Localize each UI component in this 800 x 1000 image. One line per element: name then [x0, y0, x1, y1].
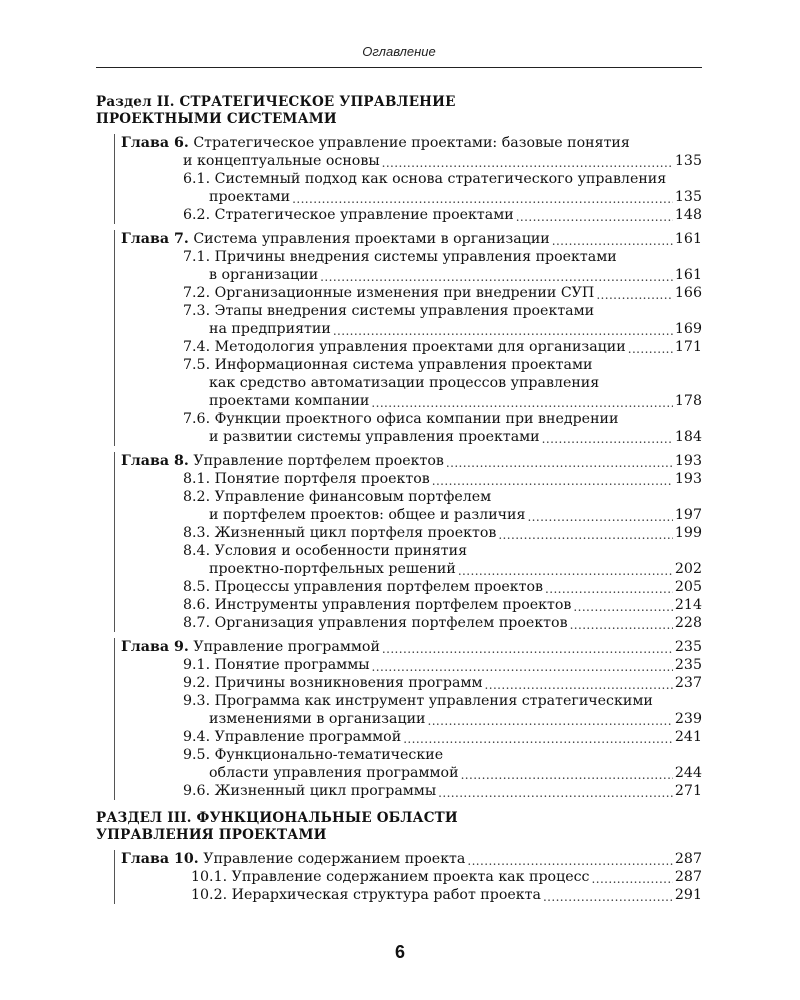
chapter-title: Управление портфелем проектов	[193, 453, 444, 469]
page-ref: 161	[674, 231, 702, 247]
subsection-number: 9.2.	[183, 675, 211, 691]
dot-leader	[372, 660, 673, 674]
dot-leader	[382, 156, 673, 170]
dot-leader	[573, 600, 673, 614]
dot-leader	[371, 396, 673, 410]
header-rule	[96, 67, 702, 68]
dot-leader	[485, 678, 673, 692]
subsection-number: 10.2.	[191, 887, 228, 903]
subsection-number: 8.3.	[183, 525, 211, 541]
subsection-title: Жизненный цикл программы	[214, 783, 437, 799]
section-title	[96, 94, 702, 128]
dot-leader	[570, 618, 673, 632]
chapter-label: Глава 6.	[121, 135, 189, 151]
page-ref: 214	[674, 597, 702, 613]
dot-leader	[320, 270, 673, 284]
subsection-entry[interactable]	[121, 728, 702, 746]
subsection-title: Этапы внедрения системы управления проектами	[214, 303, 595, 319]
subsection-entry[interactable]	[121, 782, 702, 800]
dot-leader	[628, 342, 673, 356]
dot-leader	[428, 714, 673, 728]
subsection-title: и развитии системы управления проектами	[209, 429, 540, 445]
subsection-entry[interactable]	[121, 692, 702, 728]
dot-leader	[333, 324, 673, 338]
subsection-title: Инструменты управления портфелем проектов	[214, 597, 572, 613]
dot-leader	[438, 786, 673, 800]
subsection-entry[interactable]	[121, 578, 702, 596]
page-ref: 171	[674, 339, 702, 355]
page-ref: 235	[674, 657, 702, 673]
subsection-number: 7.4.	[183, 339, 211, 355]
page-ref: 271	[674, 783, 702, 799]
subsection-entry[interactable]	[121, 284, 702, 302]
running-header: Оглавление	[362, 44, 436, 59]
subsection-title: проектно-портфельных решений	[209, 561, 456, 577]
subsection-number: 7.5.	[183, 357, 211, 373]
subsection-entry[interactable]	[121, 206, 702, 224]
subsection-title: Информационная система управления проектами	[214, 357, 593, 373]
chapter-block	[114, 850, 702, 904]
dot-leader	[467, 854, 673, 868]
subsection-title: Системный подход как основа стратегического управления	[214, 171, 667, 187]
chapter-entry[interactable]	[121, 850, 702, 868]
subsection-entry[interactable]	[121, 356, 702, 410]
subsection-entry[interactable]	[121, 656, 702, 674]
subsection-number: 8.2.	[183, 489, 211, 505]
subsection-entry[interactable]	[121, 470, 702, 488]
subsection-title: проектами	[209, 189, 291, 205]
subsection-number: 8.6.	[183, 597, 211, 613]
subsection-entry[interactable]	[121, 302, 702, 338]
subsection-title: Управление программой	[214, 729, 402, 745]
subsection-title: Стратегическое управление проектами	[214, 207, 514, 223]
chapter-block	[114, 452, 702, 632]
page-ref: 291	[674, 887, 702, 903]
chapter-title: Управление содержанием проекта	[203, 851, 466, 867]
section-title-line: Раздел II. СТРАТЕГИЧЕСКОЕ УПРАВЛЕНИЕ	[96, 94, 456, 110]
page-ref: 148	[674, 207, 702, 223]
page-ref: 169	[674, 321, 702, 337]
chapter-entry[interactable]	[121, 638, 702, 656]
subsection-title: и портфелем проектов: общее и различия	[209, 507, 526, 523]
subsection-title: Понятие программы	[214, 657, 370, 673]
subsection-title: Причины внедрения системы управления проектами	[214, 249, 617, 265]
subsection-entry[interactable]	[121, 488, 702, 524]
subsection-number: 9.3.	[183, 693, 211, 709]
subsection-number: 7.6.	[183, 411, 211, 427]
page-ref: 202	[674, 561, 702, 577]
chapter-block	[114, 638, 702, 800]
subsection-title: Иерархическая структура работ проекта	[231, 887, 541, 903]
section-title	[96, 810, 702, 844]
chapter-title: Управление программой	[193, 639, 380, 655]
subsection-title: проектами компании	[209, 393, 370, 409]
subsection-entry[interactable]	[121, 170, 702, 206]
subsection-entry[interactable]	[121, 886, 702, 904]
subsection-title: Условия и особенности принятия	[214, 543, 468, 559]
subsection-title: Управление финансовым портфелем	[214, 489, 492, 505]
dot-leader	[382, 642, 673, 656]
page-ref: 244	[674, 765, 702, 781]
dot-leader	[432, 474, 673, 488]
page-ref: 193	[674, 471, 702, 487]
subsection-title: Функции проектного офиса компании при внедрении	[214, 411, 619, 427]
subsection-entry[interactable]	[121, 614, 702, 632]
page-ref: 237	[674, 675, 702, 691]
subsection-number: 9.6.	[183, 783, 211, 799]
page-ref: 235	[674, 639, 702, 655]
dot-leader	[542, 432, 673, 446]
subsection-entry[interactable]	[121, 410, 702, 446]
chapter-block	[114, 230, 702, 446]
page-ref: 205	[674, 579, 702, 595]
chapter-label: Глава 8.	[121, 453, 189, 469]
table-of-contents	[96, 94, 702, 904]
subsection-title: Управление содержанием проекта как процесс	[231, 869, 590, 885]
subsection-title: Организационные изменения при внедрении СУП	[214, 285, 595, 301]
page-ref: 193	[674, 453, 702, 469]
subsection-number: 7.1.	[183, 249, 211, 265]
section-title-line: ПРОЕКТНЫМИ СИСТЕМАМИ	[96, 111, 337, 127]
chapter-label: Глава 7.	[121, 231, 189, 247]
page-ref: 287	[674, 869, 702, 885]
subsection-entry[interactable]	[121, 746, 702, 782]
page-ref: 287	[674, 851, 702, 867]
dot-leader	[592, 872, 673, 886]
chapter-entry[interactable]	[121, 134, 702, 152]
subsection-title: в организации	[209, 267, 319, 283]
subsection-number: 9.1.	[183, 657, 211, 673]
subsection-number: 8.1.	[183, 471, 211, 487]
dot-leader	[498, 528, 673, 542]
chapter-block	[114, 134, 702, 224]
subsection-number: 9.4.	[183, 729, 211, 745]
subsection-number: 7.3.	[183, 303, 211, 319]
subsection-title: Жизненный цикл портфеля проектов	[214, 525, 497, 541]
subsection-title: изменениями в организации	[209, 711, 426, 727]
subsection-title: Программа как инструмент управления стратегическими	[214, 693, 653, 709]
chapter-entry[interactable]	[121, 452, 702, 470]
chapter-label: Глава 10.	[121, 851, 199, 867]
chapter-entry[interactable]	[121, 152, 702, 170]
subsection-number: 10.1.	[191, 869, 228, 885]
page-ref: 228	[674, 615, 702, 631]
page-ref: 178	[674, 393, 702, 409]
subsection-title: на предприятии	[209, 321, 331, 337]
subsection-number: 6.1.	[183, 171, 211, 187]
subsection-entry[interactable]	[121, 248, 702, 284]
chapter-title: Стратегическое управление проектами: базовые понятия	[193, 135, 630, 151]
subsection-number: 8.5.	[183, 579, 211, 595]
subsection-entry[interactable]	[121, 596, 702, 614]
page-ref: 241	[674, 729, 702, 745]
page-number: 6	[394, 942, 405, 962]
dot-leader	[403, 732, 673, 746]
page-ref: 161	[674, 267, 702, 283]
page-ref: 135	[674, 189, 702, 205]
subsection-entry[interactable]	[121, 524, 702, 542]
subsection-number: 9.5.	[183, 747, 211, 763]
subsection-entry[interactable]	[121, 674, 702, 692]
subsection-entry[interactable]	[121, 338, 702, 356]
dot-leader	[527, 510, 672, 524]
page-ref: 184	[674, 429, 702, 445]
dot-leader	[516, 210, 673, 224]
dot-leader	[545, 582, 673, 596]
subsection-title: Понятие портфеля проектов	[214, 471, 430, 487]
dot-leader	[552, 234, 673, 248]
chapter-title: Система управления проектами в организации	[193, 231, 550, 247]
subsection-entry[interactable]	[121, 542, 702, 578]
subsection-title: области управления программой	[209, 765, 459, 781]
chapter-title: и концептуальные основы	[183, 153, 380, 169]
dot-leader	[292, 192, 673, 206]
subsection-title: Процессы управления портфелем проектов	[214, 579, 544, 595]
page-ref: 199	[674, 525, 702, 541]
subsection-title: Причины возникновения программ	[214, 675, 483, 691]
subsection-number: 8.7.	[183, 615, 211, 631]
subsection-number: 8.4.	[183, 543, 211, 559]
dot-leader	[458, 564, 673, 578]
subsection-title: как средство автоматизации процессов управления	[209, 375, 600, 391]
subsection-number: 7.2.	[183, 285, 211, 301]
page-ref: 239	[674, 711, 702, 727]
page-ref: 166	[674, 285, 702, 301]
dot-leader	[446, 456, 673, 470]
subsection-number: 6.2.	[183, 207, 211, 223]
subsection-title: Организация управления портфелем проектов	[214, 615, 568, 631]
page-ref: 135	[674, 153, 702, 169]
subsection-entry[interactable]	[121, 868, 702, 886]
dot-leader	[543, 890, 673, 904]
dot-leader	[461, 768, 673, 782]
subsection-title: Функционально-тематические	[214, 747, 444, 763]
section-title-line: УПРАВЛЕНИЯ ПРОЕКТАМИ	[96, 827, 327, 843]
page-ref: 197	[674, 507, 702, 523]
section-title-line: РАЗДЕЛ III. ФУНКЦИОНАЛЬНЫЕ ОБЛАСТИ	[96, 810, 458, 826]
chapter-label: Глава 9.	[121, 639, 189, 655]
subsection-title: Методология управления проектами для организации	[214, 339, 626, 355]
dot-leader	[596, 288, 673, 302]
chapter-entry[interactable]	[121, 230, 702, 248]
